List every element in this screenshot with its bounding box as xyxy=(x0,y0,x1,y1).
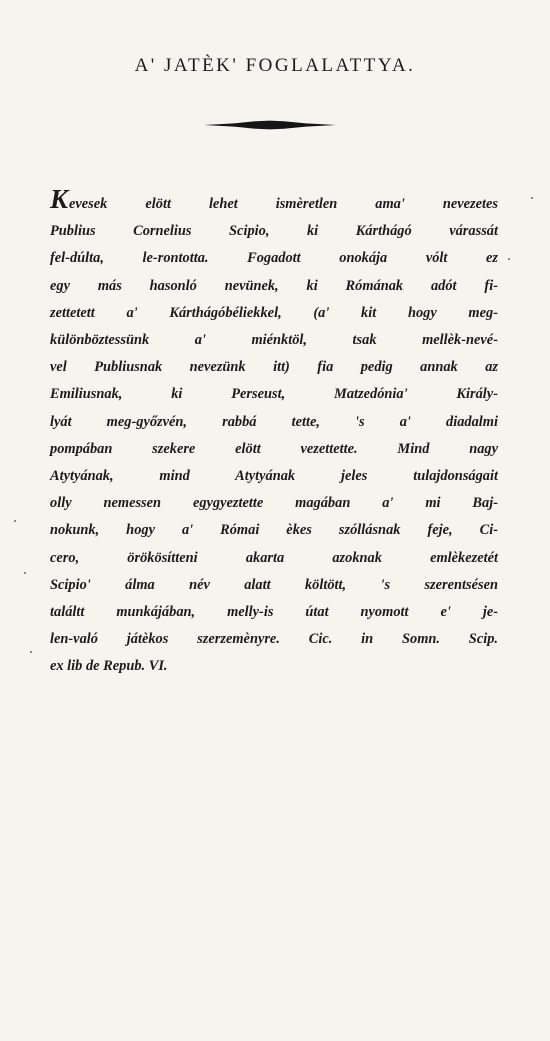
text-line-4: egy más hasonló nevünek, ki Rómának adót fi- xyxy=(50,277,498,294)
text-line-7: vel Publiusnak nevezünk itt) fia pedig annak az xyxy=(50,359,498,376)
drop-initial: K xyxy=(50,184,69,214)
paper-speck xyxy=(30,651,32,653)
text-line-14: cero, örökösítteni akarta azoknak emlèkezetét xyxy=(50,549,498,566)
text-line-1: Kevesek elött lehet ismèretlen ama' nevezetes xyxy=(50,184,498,214)
text-line-6: különböztessünk a' miénktöl, tsak mellèk-nevé- xyxy=(50,332,498,349)
paper-speck xyxy=(14,520,16,522)
paper-speck xyxy=(508,258,510,260)
text-line-17: len-való játèkos szerzemènyre. Cic. in Somn. Scip. xyxy=(50,631,498,648)
paper-speck xyxy=(24,572,26,574)
paper-speck xyxy=(531,197,533,199)
body-paragraph xyxy=(50,186,498,681)
text-line-16: találtt munkájában, melly-is útat nyomott e' je- xyxy=(50,604,498,621)
text-line-15: Scipio' álma név alatt költött, 's szerentsésen xyxy=(50,576,498,593)
text-line-18: ex lib de Repub. VI. xyxy=(50,658,168,675)
text-line-10: pompában szekere elött vezettette. Mind nagy xyxy=(50,440,498,457)
text-line-13: nokunk, hogy a' Római èkes szóllásnak feje, Ci- xyxy=(50,522,498,539)
ornamental-rule xyxy=(204,118,336,132)
text-line-2: Publius Cornelius Scipio, ki Kárthágó várassát xyxy=(50,223,498,240)
text-line-12: olly nemessen egygyeztette magában a' mi Baj- xyxy=(50,495,498,512)
text-line-3: fel-dúlta, le-rontotta. Fogadott onokája vólt ez xyxy=(50,250,498,267)
text-line-5: zettetett a' Kárthágóbéliekkel, (a' kit hogy meg- xyxy=(50,304,498,321)
text-line-9: lyát meg-győzvén, rabbá tette, 's a' diadalmi xyxy=(50,413,498,430)
text-line-8: Emiliusnak, ki Perseust, Matzedónia' Király- xyxy=(50,386,498,403)
text-line-11: Atytyának, mind Atytyának jeles tulajdonságait xyxy=(50,468,498,485)
page-heading: A' JATÈK' FOGLALATTYA. xyxy=(134,55,416,76)
